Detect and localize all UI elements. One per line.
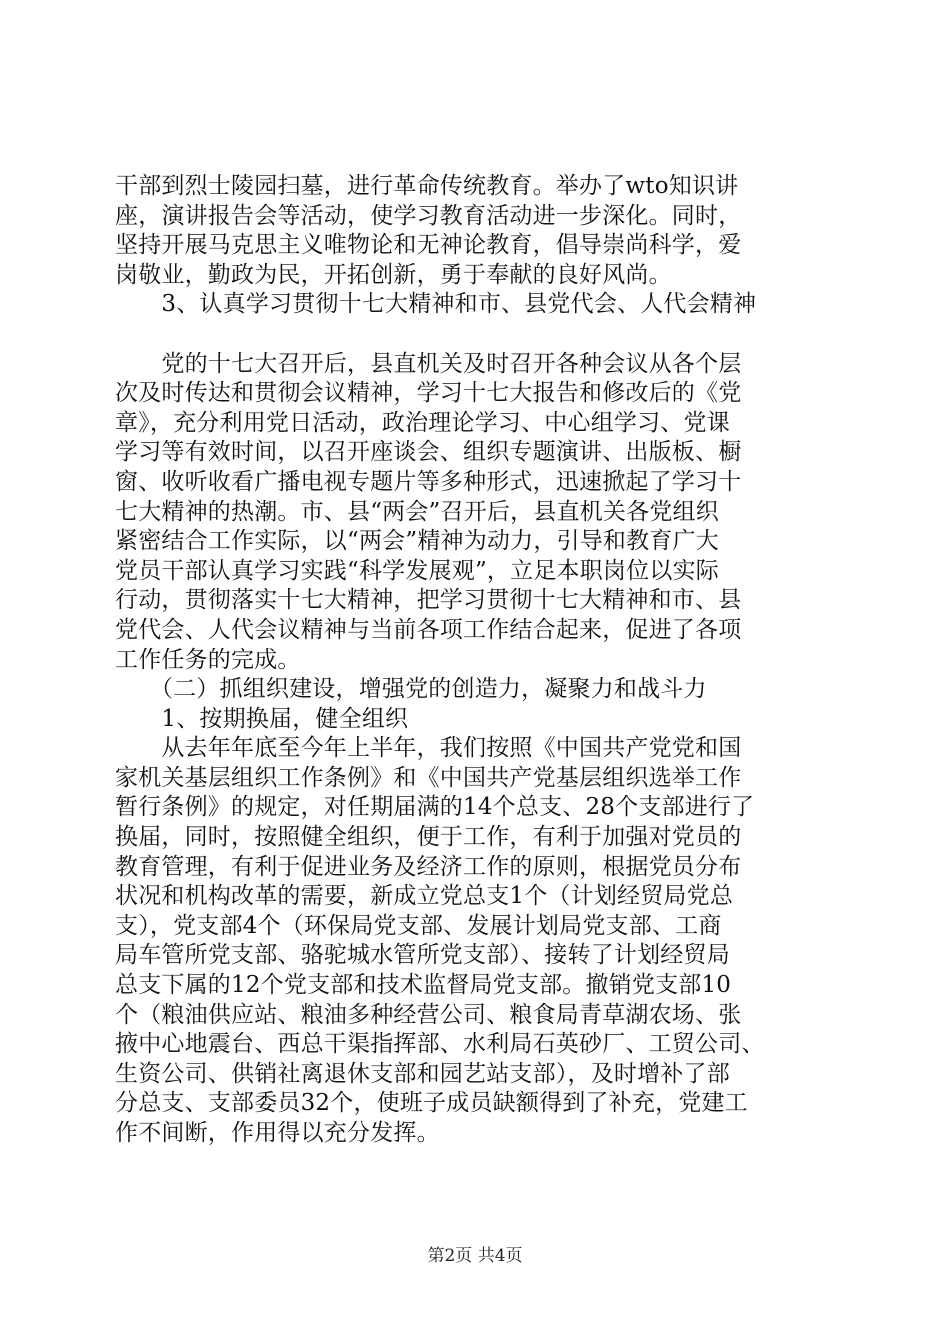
text-line: 换届，同时，按照健全组织，便于工作，有利于加强对党员的 — [115, 824, 742, 851]
blank-line — [115, 320, 840, 350]
text-line: 党的十七大召开后，县直机关及时召开各种会议从各个层 — [115, 350, 742, 377]
text-line: 学习等有效时间，以召开座谈会、组织专题演讲、出版板、橱 — [115, 439, 742, 466]
text-line: 家机关基层组织工作条例》和《中国共产党基层组织选举工作 — [115, 764, 742, 791]
text-line: 岗敬业，勤政为民，开拓创新，勇于奉献的良好风尚。 — [115, 261, 672, 288]
text-line: 窗、收听收看广播电视专题片等多种形式，迅速掀起了学习十 — [115, 468, 742, 495]
text-line: 坚持开展马克思主义唯物论和无神论教育，倡导崇尚科学，爱 — [115, 232, 742, 259]
text-line: 生资公司、供销社离退休支部和园艺站支部），及时增补了部 — [115, 1060, 730, 1087]
text-line: 次及时传达和贯彻会议精神，学习十七大报告和修改后的《党 — [115, 380, 742, 407]
text-line: 个（粮油供应站、粮油多种经营公司、粮食局青草湖农场、张 — [115, 1001, 742, 1028]
text-line: 七大精神的热潮。市、县“两会”召开后，县直机关各党组织 — [115, 498, 719, 525]
text-line: 支），党支部4个（环保局党支部、发展计划局党支部、工商 — [115, 912, 722, 939]
section-heading: （二）抓组织建设，增强党的创造力，凝聚力和战斗力 — [115, 676, 707, 703]
text-line: 党代会、人代会议精神与当前各项工作结合起来，促进了各项 — [115, 616, 742, 643]
text-line: 紧密结合工作实际，以“两会”精神为动力，引导和教育广大 — [115, 528, 719, 555]
page-number: 第2页 共4页 — [427, 1246, 523, 1266]
text-line: 作不间断，作用得以充分发挥。 — [115, 1120, 440, 1146]
text-line: 教育管理，有利于促进业务及经济工作的原则，根据党员分布 — [115, 853, 742, 880]
document-body — [115, 172, 840, 1149]
text-line: 掖中心地震台、西总干渠指挥部、水利局石英砂厂、工贸公司、 — [115, 1031, 765, 1058]
subsection-heading: 1、按期换届，健全组织 — [115, 705, 409, 732]
text-line: 干部到烈士陵园扫墓，进行革命传统教育。举办了wto知识讲 — [115, 173, 739, 199]
text-line: 座，演讲报告会等活动，使学习教育活动进一步深化。同时， — [115, 202, 742, 229]
text-line: 局车管所党支部、骆驼城水管所党支部）、接转了计划经贸局 — [115, 942, 730, 969]
text-line: 章》，充分利用党日活动，政治理论学习、中心组学习、党课 — [115, 409, 730, 436]
text-line: 党员干部认真学习实践“科学发展观”，立足本职岗位以实际 — [115, 557, 719, 584]
section-heading: 3、认真学习贯彻十七大精神和市、县党代会、人代会精神 — [115, 291, 757, 318]
text-line: 分总支、支部委员32个，使班子成员缺额得到了补充，党建工 — [115, 1090, 748, 1117]
text-line: 从去年年底至今年上半年，我们按照《中国共产党党和国 — [115, 735, 742, 762]
text-line: 工作任务的完成。 — [115, 646, 301, 673]
text-line: 暂行条例》的规定，对任期届满的14个总支、28个支部进行了 — [115, 794, 755, 821]
text-line: 行动，贯彻落实十七大精神，把学习贯彻十七大精神和市、县 — [115, 587, 742, 614]
text-line: 状况和机构改革的需要，新成立党总支1个（计划经贸局党总 — [115, 883, 734, 910]
text-line: 总支下属的12个党支部和技术监督局党支部。撤销党支部10 — [115, 972, 732, 999]
